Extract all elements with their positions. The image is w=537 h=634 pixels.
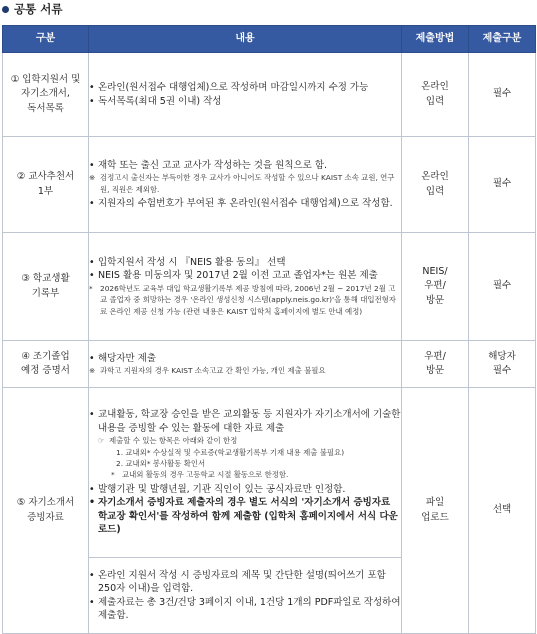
line-text: NEIS 활용 미동의자 및 2017년 2월 이전 고교 졸업자*는 원본 제출 [98,270,378,282]
category-cell [3,53,89,137]
note-line [89,435,401,446]
bullet-line [89,95,401,108]
header-content: 내용 [89,26,402,53]
bullet-line [89,352,401,365]
line-text: 과학고 지원자의 경우 KAIST 소속고교 간 확인 가능, 개인 제출 불필요 [100,366,326,375]
method-cell [402,341,469,388]
requirement-cell [469,137,536,233]
method-text-line: 파일 [425,497,445,509]
bullet-mark-icon: * [111,470,115,480]
category-text-line: 기록부 [31,287,60,299]
bullet-mark-icon: • [89,159,95,171]
category-cell [3,233,89,341]
table-row-evidence-top [3,388,536,558]
bullet-line [89,256,401,269]
method-text-line: 입력 [425,185,445,197]
note-line [89,458,401,469]
content-cell [89,341,402,388]
requirement-text-line: 필수 [492,88,512,100]
method-text-line: 온라인 [421,81,449,93]
method-text-line: 온라인 [421,171,449,183]
line-text: 교내외 활동의 경우 고등학교 시절 활동으로 한정함. [122,470,289,480]
line-text: 지원자의 수험번호가 부여된 후 온라인(원서접수 대행업체)으로 작성함. [98,197,393,209]
requirement-cell [469,341,536,388]
bullet-mark-icon: ※ [89,173,96,183]
section-title [2,0,62,18]
line-text: 재학 또는 출신 고교 교사가 작성하는 것을 원칙으로 함. [98,159,328,171]
header-method: 제출방법 [402,26,469,53]
category-text-line: ③ 학교생활 [21,273,70,285]
category-text-line: 예정 증명서 [21,365,70,376]
line-text: 독서목록(최대 5권 이내) 작성 [98,95,222,107]
table-header-row [3,26,536,53]
requirement-cell [469,233,536,341]
line-text: 입학지원서 작성 시 『NEIS 활용 동의』 선택 [98,256,286,268]
table-row-recommendation [3,137,536,233]
bullet-line [89,569,401,596]
header-category: 구분 [3,26,89,53]
bullet-dot-icon [2,6,9,13]
line-text: 2. 교내외* 봉사활동 확인서 [116,459,206,469]
line-text: 1. 교내외* 수상실적 및 수료증(학교생활기록부 기재 내용 제출 불필요) [116,447,345,457]
category-cell [3,341,89,388]
bullet-line [89,483,401,496]
note-line [89,469,401,480]
method-text-line: 우편/ [424,280,446,292]
line-text: 교내활동, 학교장 승인을 받은 교외활동 등 지원자가 자기소개서에 기술한 내용을 증빙할 수 있는 활동에 대한 자료 제출 [98,409,401,434]
bullet-line [89,269,401,282]
category-text-line: ④ 조기졸업 [21,350,70,362]
method-text-line: 업로드 [421,511,449,523]
documents-table [2,25,536,634]
bullet-line [89,197,401,210]
category-text-line: 1부 [37,185,54,197]
content-cell [89,137,402,233]
category-text-line: 증빙자료 [27,511,64,523]
bullet-line [89,496,401,536]
line-text: 검정고시 출신자는 부득이한 경우 교사가 아니어도 작성할 수 있으나 KAIST 소속 교원, 연구원, 직원은 제외함. [100,173,395,194]
bullet-mark-icon: • [89,270,95,282]
bullet-line [89,408,401,435]
method-text-line: NEIS/ [422,266,448,278]
method-cell [402,137,469,233]
category-text-line: 독서목록 [27,102,64,114]
bullet-mark-icon: • [89,569,95,581]
bullet-mark-icon: • [89,352,95,364]
bullet-mark-icon: ※ [89,366,96,375]
category-text-line: 자기소개서, [21,88,70,100]
category-cell [3,137,89,233]
category-text-line: ② 교사추천서 [16,171,75,183]
table-row-early-graduation [3,341,536,388]
method-cell [402,233,469,341]
method-text-line: 방문 [425,294,445,306]
requirement-text-line: 필수 [492,365,512,376]
line-text: 제출자료는 총 3건/건당 3페이지 이내, 1건당 1개의 PDF파일로 작성하여 제출함. [98,596,401,621]
bullet-line [89,81,401,94]
line-text: 온라인 지원서 작성 시 증빙자료의 제목 및 간단한 설명(띄어쓰기 포함 250자 이내)을 입력함. [98,569,386,595]
section-title-text: 공통 서류 [14,2,63,16]
method-text-line: 우편/ [424,350,446,362]
bullet-line [89,159,401,172]
requirement-text-line: 필수 [492,178,512,190]
content-cell [89,233,402,341]
line-text: 발행기관 및 발행년월, 기관 직인이 있는 공식자료만 인정함. [98,483,346,495]
note-line [89,447,401,458]
bullet-mark-icon: • [89,95,95,107]
category-text-line: ⑤ 자기소개서 [16,497,75,509]
table-row-application [3,53,536,137]
content-cell [89,53,402,137]
content-cell [89,558,402,634]
requirement-text-line: 필수 [492,280,512,292]
bullet-mark-icon: • [89,497,96,509]
category-text-line: ① 입학지원서 및 [10,74,81,86]
line-text: 제출할 수 있는 항목은 아래와 같이 한정 [109,436,238,446]
method-cell [402,53,469,137]
requirement-cell [469,388,536,634]
bullet-mark-icon: • [89,596,95,608]
method-text-line: 입력 [425,95,445,107]
bullet-mark-icon: ☞ [98,436,105,446]
line-text: 2026학년도 교육부 대입 학교생활기록부 제공 방침에 따라, 2006년 2월 ~ 2017년 2월 고교 졸업자 중 희망하는 경우 '온라인 생성신청 시스템(apply.neis.go.kr)'을 통해 대입전형자료 온라인 제공 신청 가능 (관련 내용은 KAIST 입학처 홈페이지에 별도 안내 예정) [100,283,396,316]
line-text: 자기소개서 증빙자료 제출자의 경우 별도 서식의 '자기소개서 증빙자료 학교장 확인서'를 작성하여 함께 제출함 (입학처 홈페이지에서 서식 다운로드) [98,497,398,536]
bullet-mark-icon: • [89,483,95,495]
note-line [89,283,401,317]
bullet-mark-icon: • [89,197,95,209]
method-text-line: 방문 [425,365,445,376]
requirement-text-line: 해당자 [488,350,516,362]
content-cell [89,388,402,558]
bullet-mark-icon: • [89,409,95,421]
header-requirement: 제출구분 [469,26,536,53]
bullet-mark-icon: • [89,82,95,94]
note-line [89,365,401,376]
bullet-mark-icon: • [89,256,95,268]
bullet-mark-icon: * [89,283,93,293]
note-line [89,172,401,195]
bullet-line [89,596,401,623]
line-text: 온라인(원서접수 대행업체)으로 작성하며 마감일시까지 수정 가능 [98,82,369,94]
table-row-school-record [3,233,536,341]
method-cell [402,388,469,634]
requirement-cell [469,53,536,137]
requirement-text-line: 선택 [492,504,512,516]
line-text: 해당자만 제출 [98,352,157,364]
category-cell [3,388,89,634]
